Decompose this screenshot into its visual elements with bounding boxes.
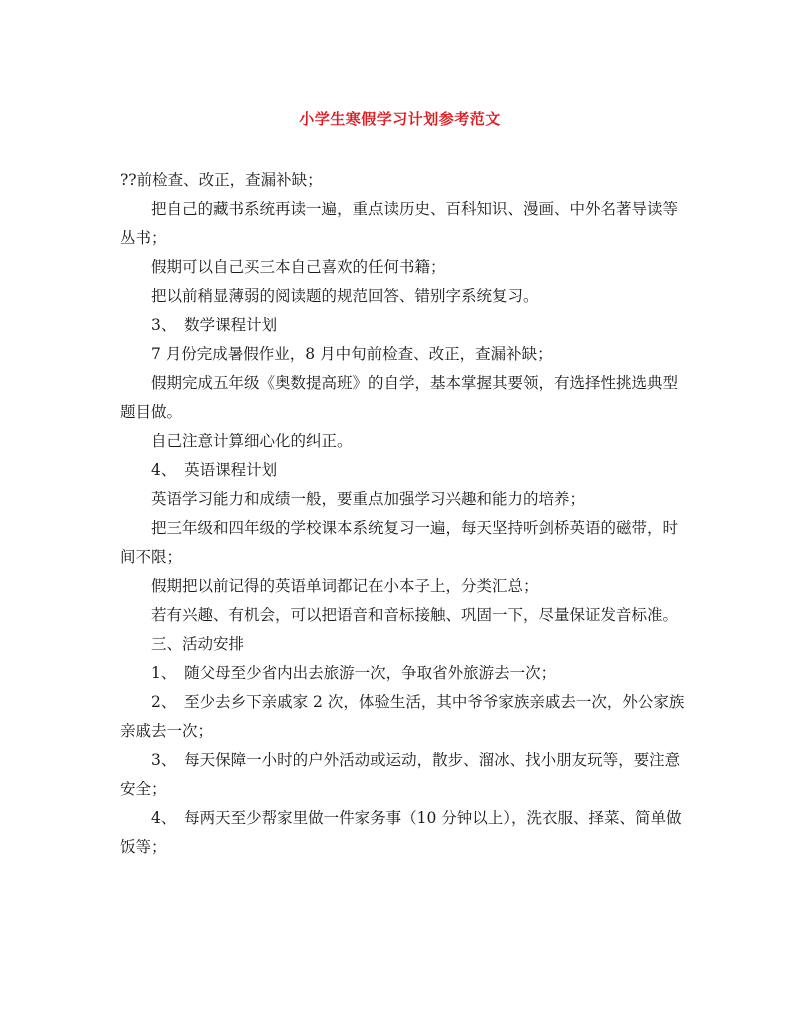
section-heading: 3、 数学课程计划: [151, 316, 278, 334]
list-item: 4、 每两天至少帮家里做一件家务事（10 分钟以上），洗衣服、择菜、简单做饭等；: [120, 809, 682, 856]
section-heading: 4、 英语课程计划: [151, 461, 278, 479]
paragraph: 英语学习能力和成绩一般，要重点加强学习兴趣和能力的培养；: [151, 490, 586, 508]
list-item: 1、 随父母至少省内出去旅游一次，争取省外旅游去一次；: [151, 664, 557, 682]
paragraph: 7 月份完成暑假作业，8 月中旬前检查、改正，查漏补缺；: [151, 345, 553, 363]
list-item: 3、 每天保障一小时的户外活动或运动，散步、溜冰、找小朋友玩等，要注意安全；: [120, 751, 681, 798]
document-body: [120, 166, 686, 862]
list-item: 2、 至少去乡下亲戚家 2 次，体验生活，其中爷爷家族亲戚去一次，外公家族亲戚去一次；: [120, 693, 685, 740]
paragraph: 若有兴趣、有机会，可以把语音和音标接触、巩固一下，尽量保证发音标准。: [151, 606, 679, 624]
paragraph: 假期可以自己买三本自己喜欢的任何书籍；: [151, 258, 446, 276]
paragraph: 假期完成五年级《奥数提高班》的自学，基本掌握其要领，有选择性挑选典型题目做。: [120, 374, 679, 421]
paragraph: 自己注意计算细心化的纠正。: [151, 432, 353, 450]
paragraph: 假期把以前记得的英语单词都记在小本子上，分类汇总；: [151, 577, 539, 595]
paragraph: 把三年级和四年级的学校课本系统复习一遍，每天坚持听剑桥英语的磁带，时间不限；: [120, 519, 679, 566]
paragraph: 把以前稍显薄弱的阅读题的规范回答、错别字系统复习。: [151, 287, 539, 305]
document-title: 小学生寒假学习计划参考范文: [299, 110, 501, 128]
section-heading: 三、活动安排: [151, 635, 245, 653]
paragraph: 把自己的藏书系统再读一遍，重点读历史、百科知识、漫画、中外名著导读等丛书；: [120, 200, 679, 247]
paragraph: ??前检查、改正，查漏补缺；: [120, 171, 323, 189]
